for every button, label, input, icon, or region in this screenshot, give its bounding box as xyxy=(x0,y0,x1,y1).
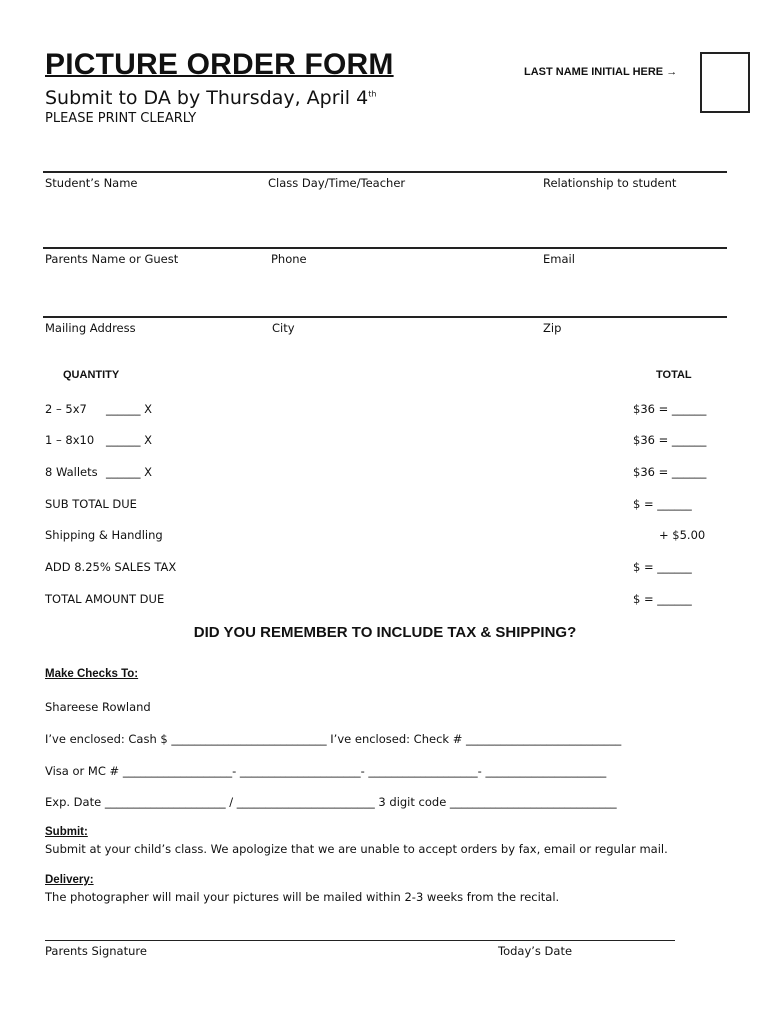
last-name-initial-label: LAST NAME INITIAL HERE → xyxy=(524,66,678,78)
submit-deadline-suffix: th xyxy=(368,89,377,99)
total-due-label: TOTAL AMOUNT DUE xyxy=(45,592,165,606)
delivery-heading: Delivery: xyxy=(45,874,94,886)
print-clearly-note: PLEASE PRINT CLEARLY xyxy=(45,111,197,126)
order-row-label: 2 – 5x7 xyxy=(45,402,87,416)
submit-heading: Submit: xyxy=(45,826,88,838)
sales-tax-label: ADD 8.25% SALES TAX xyxy=(45,560,177,574)
subtotal-label: SUB TOTAL DUE xyxy=(45,497,137,511)
expiration-line[interactable]: Exp. Date _____________________ / ________________________ 3 digit code _____________________________ xyxy=(45,795,617,809)
sales-tax-value[interactable]: $ = ______ xyxy=(633,560,692,574)
relationship-label: Relationship to student xyxy=(543,176,677,190)
make-checks-label: Make Checks To: xyxy=(45,668,139,680)
submit-deadline-text: Submit to DA by Thursday, April 4 xyxy=(45,87,369,109)
last-name-initial-box[interactable] xyxy=(700,52,750,113)
order-row-label: 8 Wallets xyxy=(45,465,98,479)
field-rule-2 xyxy=(43,247,727,249)
total-due-value[interactable]: $ = ______ xyxy=(633,592,692,606)
student-name-label: Student’s Name xyxy=(45,176,138,190)
mailing-address-label: Mailing Address xyxy=(45,321,136,335)
form-title: PICTURE ORDER FORM xyxy=(45,48,394,81)
quantity-header: QUANTITY xyxy=(63,369,120,381)
order-row-total[interactable]: $36 = ______ xyxy=(633,402,707,416)
order-row-qty[interactable]: ______ X xyxy=(106,402,153,416)
tax-shipping-reminder: DID YOU REMEMBER TO INCLUDE TAX & SHIPPING? xyxy=(193,624,577,641)
enclosed-line[interactable]: I’ve enclosed: Cash $ ___________________________ I’ve enclosed: Check # ___________________________ xyxy=(45,732,622,746)
total-header: TOTAL xyxy=(656,369,692,381)
subtotal-value[interactable]: $ = ______ xyxy=(633,497,692,511)
payee-name: Shareese Rowland xyxy=(45,700,151,714)
order-row-qty[interactable]: ______ X xyxy=(106,433,153,447)
phone-label: Phone xyxy=(271,252,307,266)
field-rule-1 xyxy=(43,171,727,173)
todays-date-label: Today’s Date xyxy=(498,944,573,958)
submit-deadline xyxy=(45,87,376,109)
order-row-qty[interactable]: ______ X xyxy=(106,465,153,479)
delivery-text: The photographer will mail your pictures will be mailed within 2-3 weeks from the recital. xyxy=(45,890,560,904)
shipping-label: Shipping & Handling xyxy=(45,528,163,542)
zip-label: Zip xyxy=(543,321,562,335)
order-row-label: 1 – 8x10 xyxy=(45,433,95,447)
card-number-line[interactable]: Visa or MC # ___________________- _____________________- ___________________- _____________________ xyxy=(45,764,607,778)
shipping-value: + $5.00 xyxy=(659,528,706,542)
email-label: Email xyxy=(543,252,575,266)
order-row-total[interactable]: $36 = ______ xyxy=(633,433,707,447)
submit-text: Submit at your child’s class. We apologize that we are unable to accept orders by fax, email or regular mail. xyxy=(45,842,668,856)
field-rule-3 xyxy=(43,316,727,318)
parents-name-label: Parents Name or Guest xyxy=(45,252,179,266)
parents-signature-label: Parents Signature xyxy=(45,944,147,958)
city-label: City xyxy=(272,321,295,335)
order-row-total[interactable]: $36 = ______ xyxy=(633,465,707,479)
signature-line[interactable] xyxy=(45,940,675,941)
class-day-label: Class Day/Time/Teacher xyxy=(268,176,406,190)
